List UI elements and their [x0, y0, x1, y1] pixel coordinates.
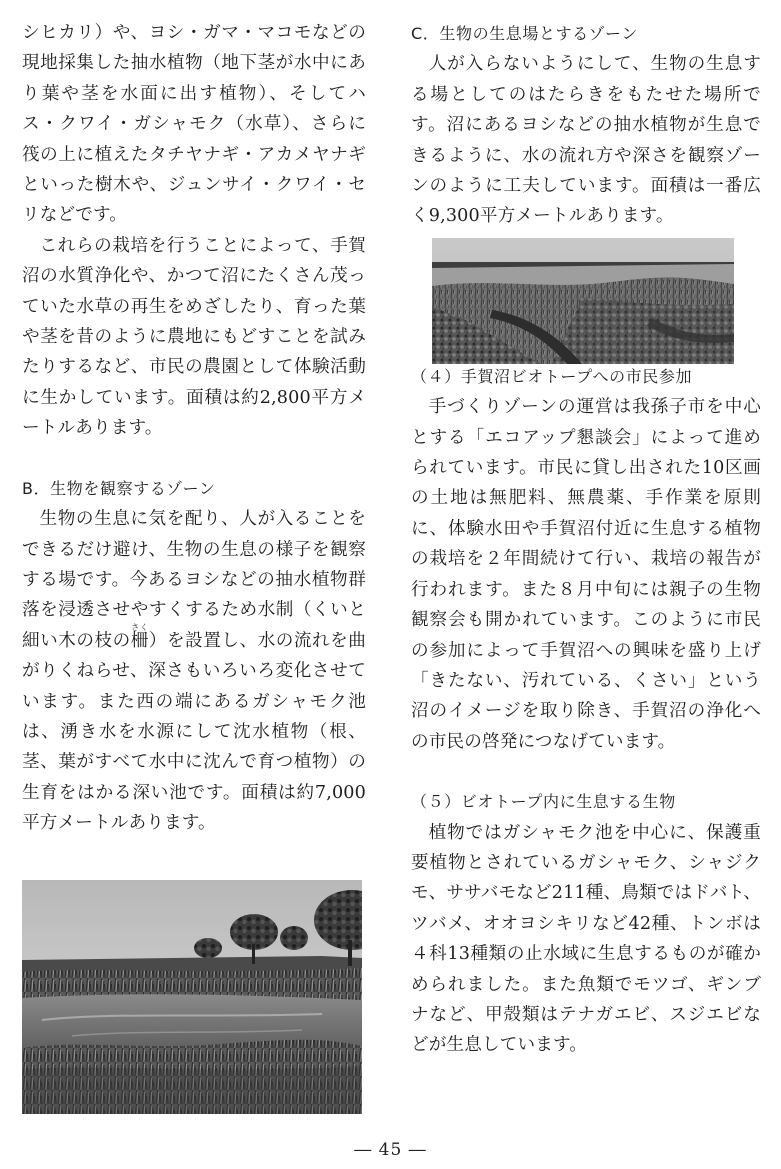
section-b-heading: B．生物を観察するゾーン [22, 478, 216, 498]
right-column [411, 18, 761, 1061]
section-5-heading: （５）ビオトープ内に生息する生物 [411, 792, 676, 812]
ruby-reading: さく [130, 622, 149, 632]
left-column [22, 18, 366, 839]
section-b-text-before: 生物の生息に気を配り、人が入ることをできるだけ避け、生物の生息の様子を観察する場です。今あるヨシなどの抽水植物群落を浸透させやすくするため水制（くいと細い木の枝の [22, 509, 366, 651]
observation-zone-photo [22, 880, 362, 1114]
section-5-paragraph: 植物ではガシャモク池を中心に、保護重要植物とされているガシャモク、シャジクモ、ササバモなど211種、鳥類ではドバト、ツバメ、オオヨシキリなど42種、トンボは４科13種類の止水域に生息するものが確かめられました。また魚類でモツゴ、ギンブナなど、甲殻類はテナガエビ、スジエビなどが生息しています。 [411, 822, 761, 1056]
section-b-paragraph [22, 504, 366, 838]
ruby-base: 柵 [130, 630, 149, 651]
intro-paragraph: シヒカリ）や、ヨシ・ガマ・マコモなどの現地採集した抽水植物（地下茎が水中にあり葉や茎を水面に出す植物）、そしてハス・クワイ・ガシャモク（水草）、さらに筏の上に植えたタチヤナギ・アカメヤナギといった樹木や、ジュンサイ・クワイ・セリなどです。 [22, 23, 366, 226]
section-c-paragraph: 人が入らないようにして、生物の生息する場としてのはたらきをもたせた場所です。沼にあるヨシなどの抽水植物が生息できるように、水の流れ方や深さを観察ゾーンのように工夫しています。面積は一番広く9,300平方メートルあります。 [411, 54, 761, 227]
section-spacer [22, 444, 366, 474]
section-c-heading: C．生物の生息場とするゾーン [411, 24, 638, 43]
section-4-paragraph: 手づくりゾーンの運営は我孫子市を中心とする「エコアップ懇談会」によって進められています。市民に貸し出された10区画の土地は無肥料、無農薬、手作業を原則に、体験水田や手賀沼付近に生息する植物の栽培を２年間続けて行い、栽培の報告が行われます。また８月中旬には親子の生物観察会も開かれています。このように市民の参加によって手賀沼への興味を盛り上げ「きたない、汚れている、くさい」という沼のイメージを取り除き、手賀沼の浄化への市民の啓発につなげています。 [411, 397, 761, 752]
habitat-zone-photo [432, 238, 734, 364]
section-spacer [411, 757, 761, 787]
page-number: ― 45 ― [354, 1140, 427, 1160]
section-b-text-after: ）を設置し、水の流れを曲がりくねらせ、深さもいろいろ変化させています。また西の端にあるガシャモク池は、湧き水を水源にして沈水植物（根、茎、葉がすべて水中に沈んで育つ植物）の生育をはかる深い池です。面積は約7,000平方メートルあります。 [22, 630, 366, 834]
ruby-saku [130, 622, 149, 651]
cultivation-paragraph: これらの栽培を行うことによって、手賀沼の水質浄化や、かつて沼にたくさん茂っていた水草の再生をめざしたり、育った葉や茎を昔のように農地にもどすことを試みたりするなど、市民の農園として体験活動に生かしています。面積は約2,800平方メートルあります。 [22, 235, 366, 439]
section-4-heading: （４）手賀沼ビオトープへの市民参加 [411, 366, 693, 386]
